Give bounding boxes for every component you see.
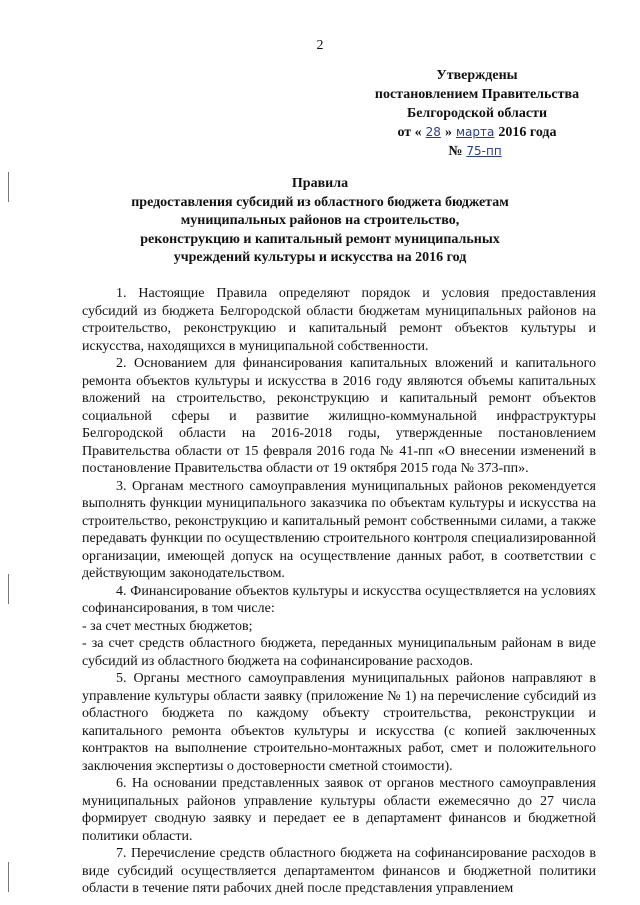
title-line: Правила bbox=[291, 176, 349, 191]
paragraph-6: 6. На основании представленных заявок от органов местного самоуправления муниципальных районов управление культуры области ежемесячно до 27 числа формирует сводную заявку и передает ее в департамент финансов и бюджетной политики области. bbox=[82, 776, 596, 844]
paragraph-5: 5. Органы местного самоуправления муниципальных районов направляют в управление культуры области заявку (приложение № 1) на перечисление субсидий из областного бюджета по каждому объекту строительства, реконструкции и капитального ремонта объектов культуры и искусства (с копией заключенных контрактов на выполнение строительно-монтажных работ, смет и положительного заключения экспертизы о достоверности сметной стоимости). bbox=[82, 671, 596, 774]
approval-number bbox=[372, 142, 582, 161]
date-mid: » bbox=[444, 125, 452, 140]
approval-date bbox=[372, 123, 582, 142]
document-body bbox=[82, 285, 596, 898]
handwritten-day: 28 bbox=[425, 125, 441, 139]
paragraph-1: 1. Настоящие Правила определяют порядок и условия предоставления субсидий из бюджета Белгородской области бюджетам муниципальных районов на строительство, реконструкцию и капитальный ремонт объектов культуры и искусства, находящихся в муниципальной собственности. bbox=[82, 286, 596, 354]
paragraph-4-item-local: - за счет местных бюджетов; bbox=[82, 618, 253, 634]
title-line: реконструкцию и капитальный ремонт муниципальных bbox=[140, 231, 500, 247]
scan-margin-mark bbox=[8, 574, 9, 604]
approval-line: Белгородской области bbox=[406, 106, 548, 121]
date-prefix: от « bbox=[397, 125, 422, 140]
handwritten-month: марта bbox=[455, 125, 495, 139]
paragraph-7: 7. Перечисление средств областного бюджета на софинансирование расходов в виде субсидий осуществляется департаментом финансов и бюджетной политики области в течение пяти рабочих дней после представления управлением bbox=[82, 846, 596, 896]
handwritten-number: 75-пп bbox=[466, 144, 502, 158]
title-line: учреждений культуры и искусства на 2016 год bbox=[173, 250, 467, 265]
scan-margin-mark bbox=[8, 862, 9, 892]
document-title bbox=[90, 175, 550, 268]
date-year: 2016 года bbox=[498, 125, 557, 140]
number-prefix: № bbox=[448, 144, 463, 159]
page-number: 2 bbox=[316, 38, 324, 53]
paragraph-4-item-regional: - за счет средств областного бюджета, переданных муниципальным районам в виде субсидий из областного бюджета на софинансирование расходов. bbox=[82, 636, 596, 669]
approval-line: постановлением Правительства bbox=[374, 87, 580, 102]
title-line: муниципальных районов на строительство, bbox=[180, 213, 460, 228]
approval-block bbox=[372, 66, 582, 161]
paragraph-3: 3. Органам местного самоуправления муниципальных районов рекомендуется выполнять функции муниципального заказчика по объектам культуры и искусства на строительство, реконструкцию и капитальный ремонт собственными силами, а также передавать функции по осуществлению строительного контроля специализированной организации, имеющей допуск на осуществление данных работ, в соответствии с действующим законодательством. bbox=[82, 478, 596, 581]
title-line: предоставления субсидий из областного бюджета бюджетам bbox=[131, 194, 509, 210]
approval-line: Утверждены bbox=[436, 68, 518, 83]
paragraph-2: 2. Основанием для финансирования капитальных вложений и капитального ремонта объектов культуры и искусства в 2016 году являются объемы капитальных вложений на строительство, реконструкцию и капитальный ремонт объектов социальной сферы и развитие жилищно-коммунальной инфраструктуры Белгородской области на 2016-2018 годы, утвержденные постановлением Правительства области от 15 февраля 2016 года № 41-пп «О внесении изменений в постановление Правительства области от 19 октября 2015 года № 373-пп». bbox=[82, 356, 596, 476]
scan-margin-mark bbox=[8, 172, 9, 202]
paragraph-4: 4. Финансирование объектов культуры и искусства осуществляется на условиях софинансирования, в том числе: bbox=[82, 583, 596, 616]
